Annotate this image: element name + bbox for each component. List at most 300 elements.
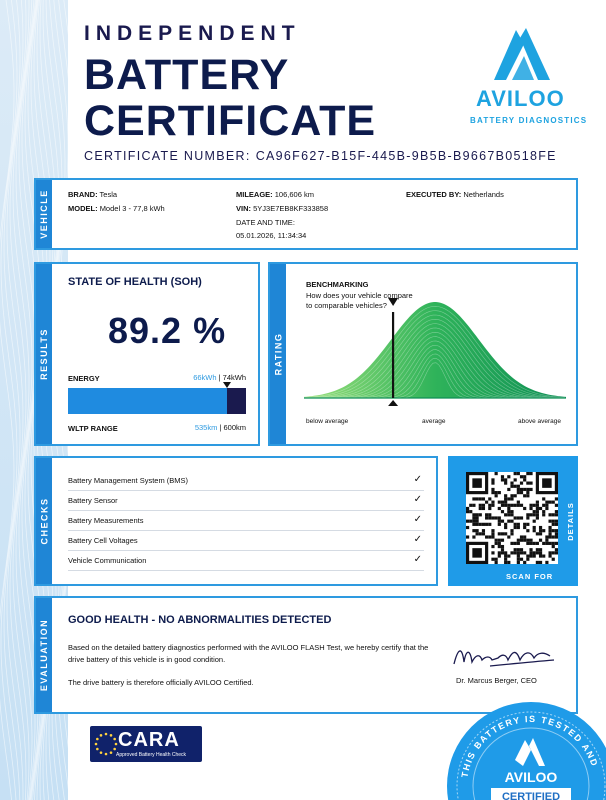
qr-module: [479, 532, 482, 535]
checkmark-icon: ✓: [413, 514, 422, 525]
qr-module: [491, 558, 494, 561]
qr-module: [542, 513, 545, 516]
title-main: [84, 52, 376, 144]
qr-module: [523, 535, 526, 538]
qr-module: [514, 494, 517, 497]
qr-module: [491, 491, 494, 494]
qr-module: [545, 504, 548, 507]
qr-module: [526, 529, 529, 532]
qr-module: [472, 529, 475, 532]
qr-module: [469, 510, 472, 513]
qr-module: [472, 513, 475, 516]
checkmark-icon: ✓: [413, 474, 422, 485]
qr-module: [510, 497, 513, 500]
qr-module: [517, 485, 520, 488]
qr-module: [476, 520, 479, 523]
qr-module: [520, 516, 523, 519]
qr-module: [491, 532, 494, 535]
qr-module: [529, 472, 532, 475]
qr-module: [498, 491, 501, 494]
qr-module: [542, 510, 545, 513]
seal-ring-text: THIS BATTERY IS TESTED AND: [459, 713, 600, 779]
qr-module: [539, 561, 542, 564]
qr-module: [520, 491, 523, 494]
qr-module: [520, 551, 523, 554]
qr-module: [510, 529, 513, 532]
qr-module: [539, 548, 542, 551]
qr-module: [472, 497, 475, 500]
qr-module: [504, 478, 507, 481]
qr-module: [526, 488, 529, 491]
wltp-label: WLTP RANGE: [68, 424, 118, 433]
qr-module: [545, 542, 548, 545]
check-row-measurements: [68, 512, 424, 531]
eu-star: [113, 738, 116, 741]
qr-module: [504, 523, 507, 526]
qr-module: [548, 513, 551, 516]
qr-module: [552, 542, 555, 545]
checkmark-icon: ✓: [413, 534, 422, 545]
qr-module: [510, 551, 513, 554]
qr-module: [555, 529, 558, 532]
qr-module: [533, 510, 536, 513]
qr-module: [520, 548, 523, 551]
qr-module: [542, 529, 545, 532]
eu-star: [96, 738, 99, 741]
qr-module: [501, 510, 504, 513]
signature-icon: [450, 638, 560, 672]
evaluation-title: GOOD HEALTH - NO ABNORMALITIES DETECTED: [68, 614, 332, 626]
qr-module: [482, 529, 485, 532]
qr-module: [507, 513, 510, 516]
checkmark-icon: ✓: [413, 554, 422, 565]
check-label: Battery Sensor: [68, 496, 118, 505]
qr-module: [526, 523, 529, 526]
qr-module: [479, 507, 482, 510]
qr-module: [529, 548, 532, 551]
qr-scan-label: SCAN FOR: [506, 572, 554, 581]
qr-section[interactable]: [448, 456, 578, 586]
qr-module: [517, 523, 520, 526]
qr-module: [520, 558, 523, 561]
qr-module: [485, 516, 488, 519]
eu-star: [95, 743, 98, 746]
qr-module: [539, 507, 542, 510]
certified-seal-icon: [445, 700, 606, 800]
qr-module: [507, 561, 510, 564]
check-label: Battery Cell Voltages: [68, 536, 138, 545]
vehicle-section: [34, 178, 578, 250]
evaluation-certified-text: The drive battery is therefore officially AVILOO Certified.: [68, 678, 254, 687]
qr-module: [491, 504, 494, 507]
qr-module: [507, 504, 510, 507]
qr-module: [488, 497, 491, 500]
qr-module: [472, 478, 482, 488]
qr-module: [491, 488, 494, 491]
qr-module: [536, 532, 539, 535]
check-row-sensor: [68, 492, 424, 511]
qr-module: [520, 504, 523, 507]
qr-module: [555, 542, 558, 545]
bell-area: [304, 302, 566, 398]
check-label: Vehicle Communication: [68, 556, 147, 565]
energy-max: 74kWh: [222, 373, 246, 382]
qr-module: [533, 513, 536, 516]
qr-module: [555, 520, 558, 523]
qr-module: [552, 545, 555, 548]
qr-module: [526, 513, 529, 516]
qr-module: [466, 510, 469, 513]
qr-module: [507, 507, 510, 510]
qr-module: [488, 523, 491, 526]
qr-module: [552, 535, 555, 538]
wltp-current: 535km: [194, 423, 218, 432]
title-independent: INDEPENDENT: [84, 22, 301, 45]
qr-module: [491, 535, 494, 538]
certificate-number: [84, 149, 557, 163]
qr-module: [514, 472, 517, 475]
qr-module: [504, 482, 507, 485]
certificate-number-label: CERTIFICATE NUMBER:: [84, 149, 251, 163]
eu-star: [110, 734, 113, 737]
qr-module: [507, 475, 510, 478]
qr-module: [517, 526, 520, 529]
qr-module: [552, 520, 555, 523]
qr-module: [520, 488, 523, 491]
qr-module: [552, 529, 555, 532]
eu-star: [100, 751, 103, 754]
datetime-value: 05.01.2026, 11:34:34: [236, 231, 307, 240]
qr-module: [548, 554, 551, 557]
benchmarking-title: BENCHMARKING: [306, 280, 369, 289]
qr-module: [476, 516, 479, 519]
rating-section: [268, 262, 578, 446]
qr-module: [517, 516, 520, 519]
qr-module: [552, 523, 555, 526]
qr-module: [491, 501, 494, 504]
qr-module: [548, 535, 551, 538]
qr-module: [539, 554, 542, 557]
qr-module: [514, 504, 517, 507]
axis-label-above: above average: [518, 418, 562, 425]
wltp-max: 600km: [223, 423, 246, 432]
check-row-cell-voltages: [68, 532, 424, 551]
qr-module: [529, 513, 532, 516]
qr-module: [517, 504, 520, 507]
qr-module: [548, 526, 551, 529]
qr-module: [510, 485, 513, 488]
qr-module: [466, 526, 469, 529]
qr-module: [523, 478, 526, 481]
qr-module: [507, 535, 510, 538]
qr-module: [488, 516, 491, 519]
qr-module: [555, 532, 558, 535]
qr-module: [466, 535, 469, 538]
qr-module: [529, 554, 532, 557]
qr-module: [533, 529, 536, 532]
qr-module: [469, 520, 472, 523]
check-row-communication: [68, 552, 424, 571]
title-certificate: CERTIFICATE: [84, 97, 377, 145]
qr-module: [523, 523, 526, 526]
qr-module: [498, 516, 501, 519]
qr-module: [536, 548, 539, 551]
qr-module: [533, 520, 536, 523]
qr-module: [548, 532, 551, 535]
qr-module: [523, 539, 526, 542]
qr-module: [517, 542, 520, 545]
qr-module: [548, 520, 551, 523]
cara-title: CARA: [118, 729, 180, 751]
qr-module: [526, 558, 529, 561]
qr-module: [488, 507, 491, 510]
qr-module: [495, 516, 498, 519]
qr-module: [476, 529, 479, 532]
qr-module: [514, 478, 517, 481]
qr-module: [501, 551, 504, 554]
qr-module: [498, 532, 501, 535]
qr-module: [498, 539, 501, 542]
energy-current: 66kWh: [193, 373, 217, 382]
qr-module: [545, 501, 548, 504]
check-label: Battery Measurements: [68, 516, 144, 525]
qr-module: [472, 548, 482, 558]
qr-module: [488, 504, 491, 507]
energy-values: 66kWh | 74kWh: [193, 373, 246, 382]
qr-module: [520, 475, 523, 478]
qr-module: [501, 504, 504, 507]
qr-module: [520, 539, 523, 542]
vin-field: VIN: 5YJ3E7EB8KF333858: [236, 204, 329, 213]
qr-module: [485, 513, 488, 516]
qr-module: [517, 539, 520, 542]
qr-module: [498, 523, 501, 526]
qr-module: [469, 504, 472, 507]
qr-module: [539, 551, 542, 554]
qr-module: [542, 504, 545, 507]
qr-module: [517, 554, 520, 557]
qr-module: [472, 516, 475, 519]
qr-module: [545, 539, 548, 542]
qr-module: [523, 561, 526, 564]
check-label: Battery Management System (BMS): [68, 476, 189, 485]
vehicle-tab: VEHICLE: [36, 180, 52, 248]
soh-value: 89.2 %: [108, 310, 227, 351]
qr-module: [495, 491, 498, 494]
eu-star: [115, 743, 118, 746]
qr-module: [472, 520, 475, 523]
qr-module: [536, 504, 539, 507]
qr-module: [545, 561, 548, 564]
qr-module: [529, 539, 532, 542]
qr-module: [555, 535, 558, 538]
qr-module: [555, 513, 558, 516]
qr-module: [495, 558, 498, 561]
qr-module: [504, 532, 507, 535]
qr-module: [514, 485, 517, 488]
qr-module: [507, 497, 510, 500]
qr-module: [514, 551, 517, 554]
qr-module: [555, 523, 558, 526]
qr-module: [523, 551, 526, 554]
cara-badge: [90, 726, 202, 762]
qr-module: [533, 542, 536, 545]
qr-module: [517, 548, 520, 551]
qr-module: [498, 520, 501, 523]
qr-module: [482, 523, 485, 526]
certificate-number-value: CA96F627-B15F-445B-9B5B-B9667B0518FE: [255, 149, 557, 163]
qr-module: [495, 542, 498, 545]
soh-bar-marker-icon: [223, 382, 231, 388]
qr-module: [517, 551, 520, 554]
qr-module: [485, 523, 488, 526]
check-row-bms: [68, 472, 424, 491]
qr-module: [498, 551, 501, 554]
qr-module: [523, 507, 526, 510]
qr-module: [498, 542, 501, 545]
executed-field: EXECUTED BY: Netherlands: [406, 190, 504, 199]
qr-module: [539, 532, 542, 535]
qr-module: [517, 561, 520, 564]
soh-bar-fill: [68, 388, 227, 414]
brand-field: BRAND: Tesla: [68, 190, 118, 199]
qr-module: [517, 491, 520, 494]
qr-code-icon[interactable]: [466, 472, 558, 564]
qr-module: [498, 507, 501, 510]
qr-module: [501, 475, 504, 478]
qr-module: [479, 513, 482, 516]
qr-module: [552, 501, 555, 504]
qr-module: [517, 558, 520, 561]
qr-module: [472, 523, 475, 526]
qr-module: [523, 526, 526, 529]
qr-module: [482, 504, 485, 507]
qr-module: [485, 501, 488, 504]
qr-module: [504, 526, 507, 529]
qr-module: [536, 542, 539, 545]
qr-module: [495, 472, 498, 475]
aviloo-logo-subtitle: BATTERY DIAGNOSTICS: [470, 116, 588, 125]
qr-module: [552, 558, 555, 561]
eu-star: [105, 733, 108, 736]
qr-module: [510, 504, 513, 507]
eu-star: [100, 734, 103, 737]
qr-module: [501, 545, 504, 548]
qr-module: [529, 488, 532, 491]
qr-module: [482, 497, 485, 500]
qr-module: [491, 529, 494, 532]
qr-module: [526, 554, 529, 557]
qr-module: [491, 478, 494, 481]
qr-module: [504, 558, 507, 561]
soh-title: STATE OF HEALTH (SOH): [68, 276, 202, 288]
axis-label-below: below average: [306, 418, 349, 425]
qr-module: [529, 542, 532, 545]
qr-module: [476, 532, 479, 535]
qr-module: [552, 513, 555, 516]
qr-module: [498, 545, 501, 548]
qr-module: [504, 501, 507, 504]
qr-module: [523, 494, 526, 497]
qr-module: [501, 532, 504, 535]
checks-section: [34, 456, 438, 586]
qr-module: [529, 504, 532, 507]
rating-tab: RATING: [270, 264, 286, 444]
aviloo-logo-icon: [490, 26, 554, 84]
qr-module: [501, 520, 504, 523]
qr-module: [526, 472, 529, 475]
qr-module: [495, 494, 498, 497]
qr-module: [545, 507, 548, 510]
qr-module: [533, 551, 536, 554]
results-section: [34, 262, 260, 446]
checkmark-icon: ✓: [413, 494, 422, 505]
qr-module: [510, 510, 513, 513]
qr-module: [542, 497, 545, 500]
qr-module: [533, 554, 536, 557]
energy-label: ENERGY: [68, 374, 100, 383]
qr-module: [539, 526, 542, 529]
qr-module: [495, 539, 498, 542]
qr-module: [526, 539, 529, 542]
qr-module: [536, 510, 539, 513]
qr-module: [536, 501, 539, 504]
qr-module: [510, 494, 513, 497]
qr-module: [491, 516, 494, 519]
qr-module: [555, 510, 558, 513]
qr-module: [529, 507, 532, 510]
qr-module: [539, 529, 542, 532]
qr-module: [504, 551, 507, 554]
qr-module: [514, 523, 517, 526]
seal-brand: AVILOO: [504, 769, 558, 785]
checks-tab: CHECKS: [36, 458, 52, 584]
qr-module: [466, 507, 469, 510]
qr-module: [501, 478, 504, 481]
qr-module: [536, 507, 539, 510]
qr-module: [514, 516, 517, 519]
qr-module: [504, 504, 507, 507]
eu-star: [110, 751, 113, 754]
qr-module: [507, 488, 510, 491]
qr-module: [526, 482, 529, 485]
qr-module: [507, 510, 510, 513]
qr-module: [510, 532, 513, 535]
qr-module: [507, 520, 510, 523]
datetime-label: DATE AND TIME:: [236, 218, 295, 227]
qr-module: [507, 554, 510, 557]
qr-module: [504, 561, 507, 564]
qr-module: [542, 478, 552, 488]
aviloo-logo-text: AVILOO: [476, 86, 565, 111]
qr-module: [555, 497, 558, 500]
cara-subtitle: Approved Battery Health Check: [116, 752, 187, 758]
evaluation-section: [34, 596, 578, 714]
qr-module: [545, 535, 548, 538]
qr-module: [501, 501, 504, 504]
qr-module: [476, 513, 479, 516]
qr-module: [479, 504, 482, 507]
qr-module: [526, 516, 529, 519]
qr-module: [485, 535, 488, 538]
wltp-values: 535km | 600km: [194, 423, 246, 432]
qr-module: [523, 488, 526, 491]
qr-module: [476, 497, 479, 500]
qr-module: [479, 523, 482, 526]
model-field: MODEL: Model 3 - 77,8 kWh: [68, 204, 165, 213]
qr-module: [533, 504, 536, 507]
qr-module: [476, 523, 479, 526]
